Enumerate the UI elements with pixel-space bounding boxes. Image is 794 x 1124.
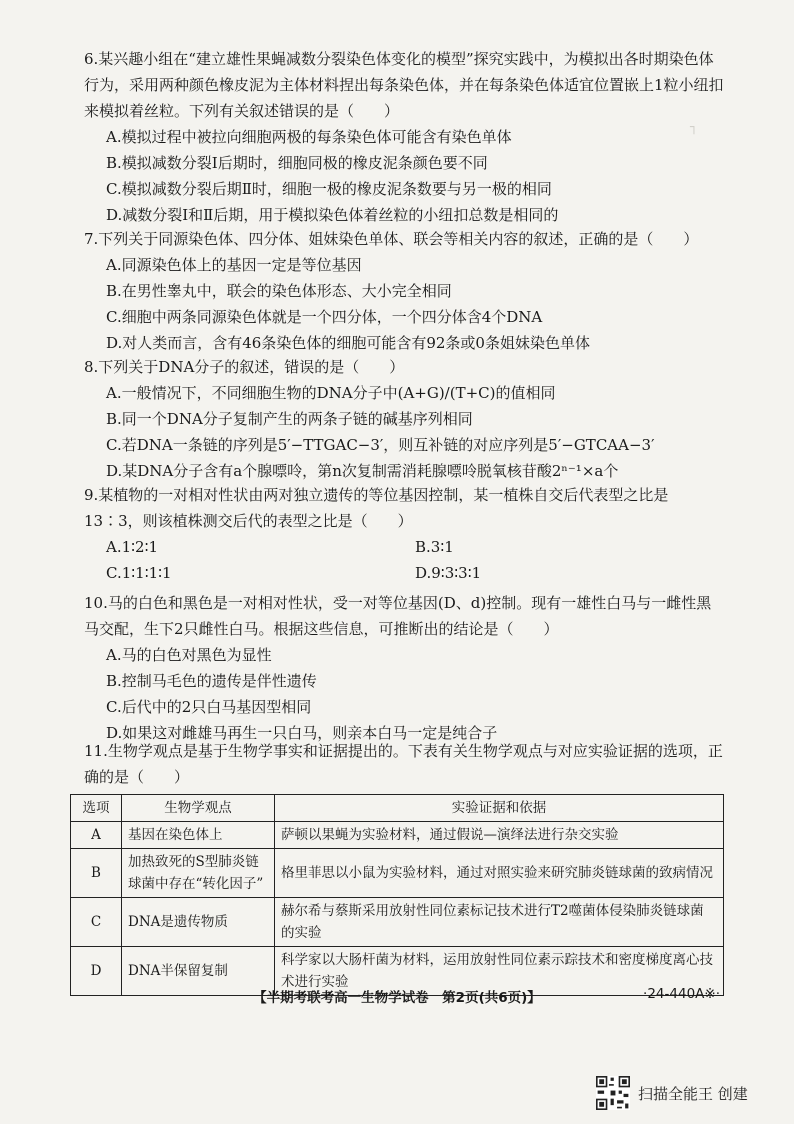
- row-viewpoint: 加热致死的S型肺炎链球菌中存在“转化因子”: [122, 849, 275, 898]
- question-stem: 8.下列关于DNA分子的叙述，错误的是（ ）: [84, 358, 405, 376]
- option-b: B.在男性睾丸中，联会的染色体形态、大小完全相同: [106, 282, 452, 300]
- row-evidence: 赫尔希与蔡斯采用放射性同位素标记技术进行T2噬菌体侵染肺炎链球菌的实验: [275, 898, 724, 947]
- row-option: B: [71, 849, 122, 898]
- option-b: B.同一个DNA分子复制产生的两条子链的碱基序列相同: [106, 410, 473, 428]
- scanner-watermark-text: 扫描全能王 创建: [638, 1084, 748, 1103]
- table-row: [71, 898, 724, 947]
- option-c: C.后代中的2只白马基因型相同: [106, 698, 312, 716]
- scanner-watermark: [596, 1076, 748, 1110]
- question-9: [84, 482, 724, 586]
- qr-code-icon: [596, 1076, 630, 1110]
- header-evidence: 实验证据和依据: [275, 795, 724, 822]
- question-6: [84, 46, 724, 228]
- header-option: 选项: [71, 795, 122, 822]
- row-option: A: [71, 822, 122, 849]
- footer-title: 【半期考联考高一生物学试卷 第2页(共6页)】: [253, 990, 541, 1006]
- row-evidence: 格里菲思以小鼠为实验材料，通过对照实验来研究肺炎链球菌的致病情况: [275, 849, 724, 898]
- bleed-through-marks: ┐: [690, 120, 698, 135]
- option-a: A.模拟过程中被拉向细胞两极的每条染色体可能含有染色单体: [106, 128, 512, 146]
- header-viewpoint: 生物学观点: [122, 795, 275, 822]
- question-stem: 6.某兴趣小组在“建立雄性果蝇减数分裂染色体变化的模型”探究实践中，为模拟出各时期染色体行为，采用两种颜色橡皮泥为主体材料捏出每条染色体，并在每条染色体适宜位置嵌上1粒小纽扣来模拟着丝粒。下列有关叙述错误的是（ ）: [84, 50, 724, 120]
- option-c: C.细胞中两条同源染色体就是一个四分体，一个四分体含4个DNA: [106, 308, 543, 326]
- question-stem: 7.下列关于同源染色体、四分体、姐妹染色单体、联会等相关内容的叙述，正确的是（ ）: [84, 230, 699, 248]
- question-stem: 11.生物学观点是基于生物学事实和证据提出的。下表有关生物学观点与对应实验证据的选项，正确的是（ ）: [84, 742, 723, 786]
- options-row-1: [84, 534, 724, 560]
- option-a: A.马的白色对黑色为显性: [106, 646, 272, 664]
- question-7: [84, 226, 724, 356]
- row-viewpoint: 基因在染色体上: [122, 822, 275, 849]
- option-c: C.1∶1∶1∶1: [106, 564, 172, 582]
- option-b: B.控制马毛色的遗传是伴性遗传: [106, 672, 317, 690]
- option-b: B.3∶1: [415, 538, 454, 556]
- question-stem: 10.马的白色和黑色是一对相对性状，受一对等位基因(D、d)控制。现有一雄性白马与一雌性黑马交配，生下2只雌性白马。根据这些信息，可推断出的结论是（ ）: [84, 594, 712, 638]
- option-d: D.9∶3∶3∶1: [415, 564, 482, 582]
- options-row-2: [84, 560, 724, 586]
- table-header-row: [71, 795, 724, 822]
- question-11: [84, 738, 724, 790]
- option-a: A.一般情况下，不同细胞生物的DNA分子中(A+G)/(T+C)的值相同: [106, 384, 556, 402]
- row-option: D: [71, 947, 122, 996]
- row-viewpoint: DNA半保留复制: [122, 947, 275, 996]
- row-viewpoint: DNA是遗传物质: [122, 898, 275, 947]
- option-d: D.减数分裂Ⅰ和Ⅱ后期，用于模拟染色体着丝粒的小纽扣总数是相同的: [106, 206, 559, 224]
- option-c: C.若DNA一条链的序列是5′−TTGAC−3′，则互补链的对应序列是5′−GTCAA−3′: [106, 436, 655, 454]
- option-d: D.如果这对雌雄马再生一只白马，则亲本白马一定是纯合子: [106, 724, 498, 742]
- option-a: A.1∶2∶1: [106, 538, 159, 556]
- question-8: [84, 354, 724, 484]
- option-c: C.模拟减数分裂后期Ⅱ时，细胞一极的橡皮泥条数要与另一极的相同: [106, 180, 552, 198]
- option-b: B.模拟减数分裂Ⅰ后期时，细胞同极的橡皮泥条颜色要不同: [106, 154, 488, 172]
- table-row: [71, 822, 724, 849]
- table-row: [71, 849, 724, 898]
- row-option: C: [71, 898, 122, 947]
- option-d: D.对人类而言，含有46条染色体的细胞可能含有92条或0条姐妹染色单体: [106, 334, 590, 352]
- row-evidence: 科学家以大肠杆菌为材料，运用放射性同位素示踪技术和密度梯度离心技术进行实验: [275, 947, 724, 996]
- option-a: A.同源染色体上的基因一定是等位基因: [106, 256, 362, 274]
- option-d: D.某DNA分子含有a个腺嘌呤，第n次复制需消耗腺嘌呤脱氧核苷酸2ⁿ⁻¹×a个: [106, 462, 619, 480]
- evidence-table: [70, 794, 724, 996]
- question-stem: 9.某植物的一对相对性状由两对独立遗传的等位基因控制，某一植株自交后代表型之比是13∶3，则该植株测交后代的表型之比是（ ）: [84, 486, 669, 530]
- question-10: [84, 590, 724, 746]
- footer-code: ·24-440A※·: [643, 986, 720, 1002]
- row-evidence: 萨顿以果蝇为实验材料，通过假说—演绎法进行杂交实验: [275, 822, 724, 849]
